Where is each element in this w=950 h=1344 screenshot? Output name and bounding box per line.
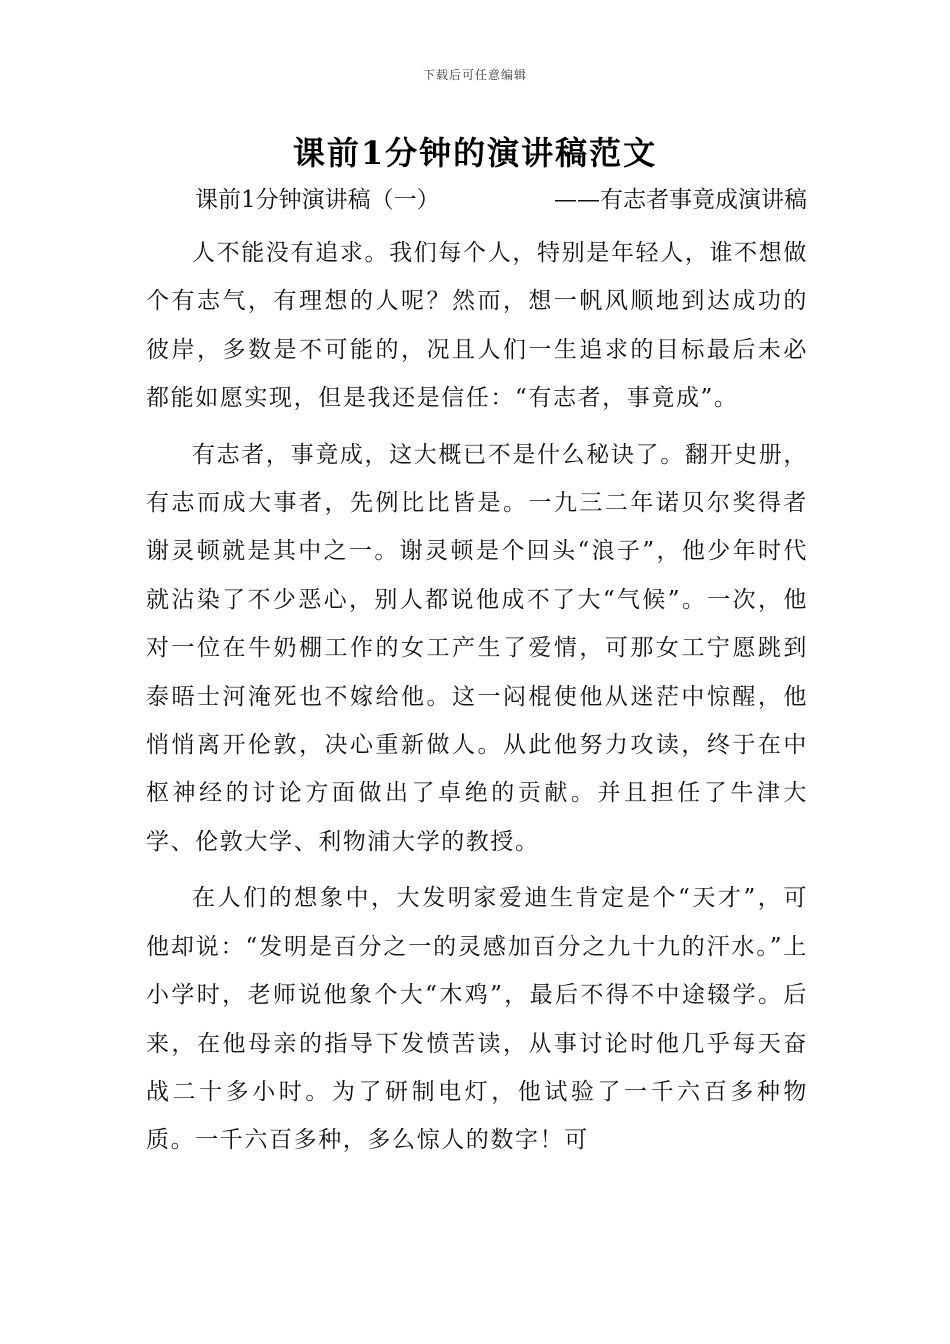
paragraph: 有志者，事竟成，这大概已不是什么秘诀了。翻开史册，有志而成大事者，先例比比皆是。一九三二年诺贝尔奖得者谢灵顿就是其中之一。谢灵顿是个回头“浪子”，他少年时代就沾染了不少恶心，别人都说他成不了大“气候”。一次，他对一位在牛奶棚工作的女工产生了爱情，可那女工宁愿跳到泰晤士河淹死也不嫁给他。这一闷棍使他从迷茫中惊醒，他悄悄离开伦敦，决心重新做人。从此他努力攻读，终于在中枢神经的讨论方面做出了卓绝的贡献。并且担任了牛津大学、伦敦大学、利物浦大学的教授。 xyxy=(146,441,808,855)
subtitle-left: 课前1分钟演讲稿（一） xyxy=(195,187,440,213)
paragraph: 人不能没有追求。我们每个人，特别是年轻人，谁不想做个有志气，有理想的人呢？然而，想一帆风顺地到达成功的彼岸，多数是不可能的，况且人们一生追求的目标最后未必都能如愿实现，但是我还是信任：“有志者，事竟成”。 xyxy=(146,240,808,412)
header-note: 下载后可任意编辑 xyxy=(422,68,527,82)
paragraph: 在人们的想象中，大发明家爱迪生肯定是个“天才”，可他却说：“发明是百分之一的灵感加百分之九十九的汗水。”上小学时，老师说他象个大“木鸡”，最后不得不中途辍学。后来，在他母亲的指导下发愤苦读，从事讨论时他几乎每天奋战二十多小时。为了研制电灯，他试验了一千六百多种物质。一千六百多种，多么惊人的数字！可 xyxy=(146,885,808,1154)
subtitle-line xyxy=(195,183,815,217)
document-title: 课前1分钟的演讲稿范文 xyxy=(292,134,658,172)
subtitle-right: ——有志者事竟成演讲稿 xyxy=(554,187,807,213)
body-text xyxy=(146,229,808,1165)
